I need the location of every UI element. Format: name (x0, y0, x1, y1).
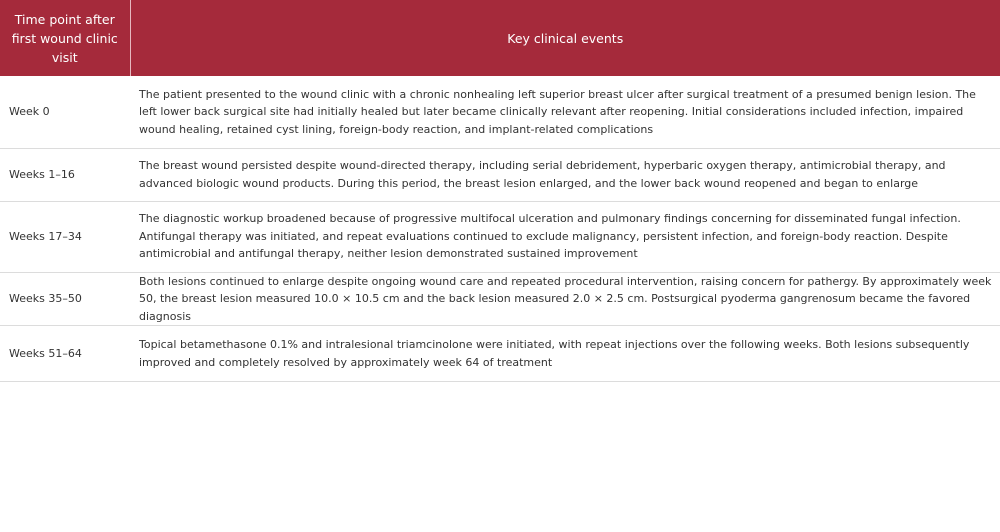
time-point-cell: Weeks 35–50 (0, 272, 130, 326)
table-body (0, 76, 1000, 382)
time-point-cell: Weeks 51–64 (0, 326, 130, 382)
table-row (0, 76, 1000, 148)
time-point-cell: Weeks 1–16 (0, 148, 130, 201)
time-point-cell: Weeks 17–34 (0, 201, 130, 272)
table-row (0, 148, 1000, 201)
header-key-clinical-events: Key clinical events (130, 0, 1000, 76)
table-row (0, 272, 1000, 326)
clinical-events-cell: The patient presented to the wound clinic with a chronic nonhealing left superior breast ulcer after surgical treatment of a presumed benign lesion. The left lower back surgical site had initially healed but later became clinically relevant after reopening. Initial considerations included infection, impaired wound healing, retained cyst lining, foreign-body reaction, and implant-related complications (130, 76, 1000, 148)
table-row (0, 326, 1000, 382)
header-time-point: Time point after first wound clinic visit (0, 0, 130, 76)
header-row (0, 0, 1000, 76)
clinical-events-cell: The diagnostic workup broadened because of progressive multifocal ulceration and pulmonary findings concerning for disseminated fungal infection. Antifungal therapy was initiated, and repeat evaluations continued to exclude malignancy, persistent infection, and foreign-body reaction. Despite antimicrobial and antifungal therapy, neither lesion demonstrated sustained improvement (130, 201, 1000, 272)
table-row (0, 201, 1000, 272)
clinical-events-cell: The breast wound persisted despite wound-directed therapy, including serial debridement, hyperbaric oxygen therapy, antimicrobial therapy, and advanced biologic wound products. During this period, the breast lesion enlarged, and the lower back wound reopened and began to enlarge (130, 148, 1000, 201)
time-point-cell: Week 0 (0, 76, 130, 148)
clinical-events-cell: Both lesions continued to enlarge despite ongoing wound care and repeated procedural intervention, raising concern for pathergy. By approximately week 50, the breast lesion measured 10.0 × 10.5 cm and the back lesion measured 2.0 × 2.5 cm. Postsurgical pyoderma gangrenosum became the favored diagnosis (130, 272, 1000, 326)
table-header (0, 0, 1000, 76)
clinical-events-cell: Topical betamethasone 0.1% and intralesional triamcinolone were initiated, with repeat injections over the following weeks. Both lesions subsequently improved and completely resolved by approximately week 64 of treatment (130, 326, 1000, 382)
